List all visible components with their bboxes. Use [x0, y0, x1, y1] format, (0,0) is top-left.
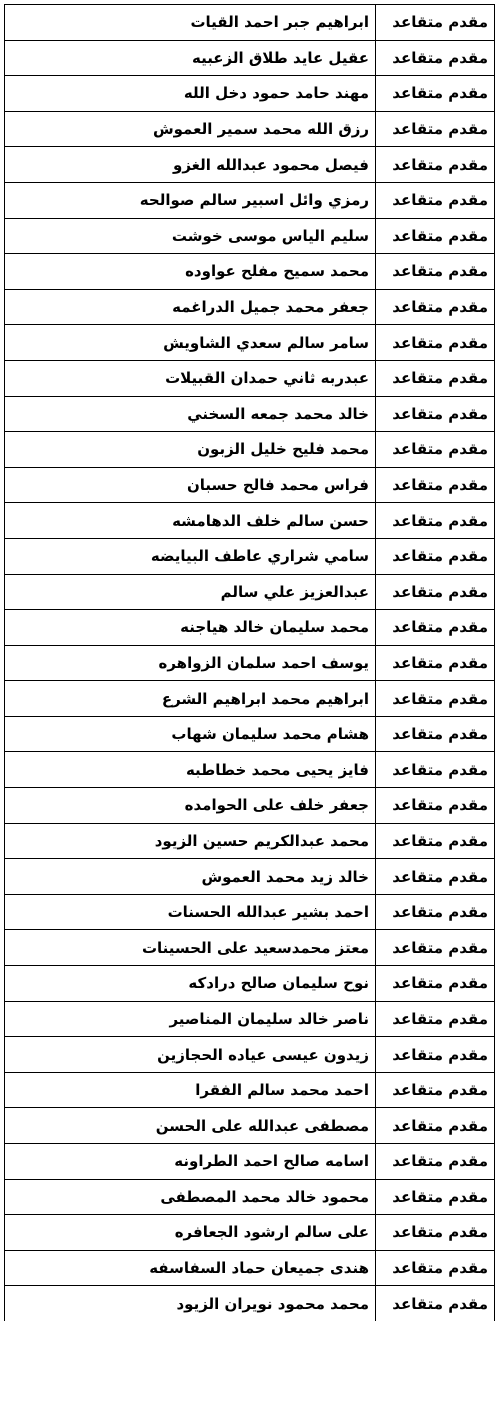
rank-cell: مقدم متقاعد: [376, 538, 495, 574]
name-cell: مصطفى عبدالله على الحسن: [5, 1108, 376, 1144]
name-cell: احمد محمد سالم الفقرا: [5, 1072, 376, 1108]
rank-cell: مقدم متقاعد: [376, 894, 495, 930]
rank-cell: مقدم متقاعد: [376, 254, 495, 290]
name-cell: على سالم ارشود الجعافره: [5, 1215, 376, 1251]
table-row: [5, 289, 495, 325]
rank-cell: مقدم متقاعد: [376, 1215, 495, 1251]
rank-cell: مقدم متقاعد: [376, 218, 495, 254]
name-cell: عقيل عايد طلاق الزعبيه: [5, 40, 376, 76]
name-cell: زيدون عيسى عياده الحجازين: [5, 1037, 376, 1073]
table-row: [5, 1179, 495, 1215]
table-row: [5, 1037, 495, 1073]
name-cell: سامي شراري عاطف البيايضه: [5, 538, 376, 574]
name-cell: خالد زيد محمد العموش: [5, 859, 376, 895]
rank-cell: مقدم متقاعد: [376, 930, 495, 966]
table-row: [5, 1072, 495, 1108]
name-cell: ابراهيم محمد ابراهيم الشرع: [5, 681, 376, 717]
name-cell: محمد فليح خليل الزبون: [5, 432, 376, 468]
table-row: [5, 182, 495, 218]
table-row: [5, 254, 495, 290]
rank-cell: مقدم متقاعد: [376, 681, 495, 717]
rank-cell: مقدم متقاعد: [376, 147, 495, 183]
name-cell: محمود خالد محمد المصطفى: [5, 1179, 376, 1215]
table-row: [5, 1215, 495, 1251]
rank-cell: مقدم متقاعد: [376, 289, 495, 325]
rank-cell: مقدم متقاعد: [376, 823, 495, 859]
table-row: [5, 467, 495, 503]
name-cell: احمد بشير عبدالله الحسنات: [5, 894, 376, 930]
name-cell: معتز محمدسعيد على الحسينات: [5, 930, 376, 966]
rank-cell: مقدم متقاعد: [376, 1179, 495, 1215]
rank-cell: مقدم متقاعد: [376, 40, 495, 76]
rank-cell: مقدم متقاعد: [376, 610, 495, 646]
rank-cell: مقدم متقاعد: [376, 1250, 495, 1286]
name-cell: فيصل محمود عبدالله الغزو: [5, 147, 376, 183]
name-cell: جعفر خلف على الحوامده: [5, 788, 376, 824]
name-cell: مهند حامد حمود دخل الله: [5, 76, 376, 112]
name-cell: نوح سليمان صالح درادكه: [5, 966, 376, 1002]
rank-cell: مقدم متقاعد: [376, 182, 495, 218]
name-cell: جعفر محمد جميل الدراغمه: [5, 289, 376, 325]
name-cell: هشام محمد سليمان شهاب: [5, 716, 376, 752]
rank-cell: مقدم متقاعد: [376, 76, 495, 112]
table-row: [5, 894, 495, 930]
rank-cell: مقدم متقاعد: [376, 432, 495, 468]
table-row: [5, 503, 495, 539]
rank-cell: مقدم متقاعد: [376, 574, 495, 610]
name-cell: ناصر خالد سليمان المناصير: [5, 1001, 376, 1037]
rank-cell: مقدم متقاعد: [376, 752, 495, 788]
rank-cell: مقدم متقاعد: [376, 1108, 495, 1144]
rank-cell: مقدم متقاعد: [376, 5, 495, 41]
table-row: [5, 859, 495, 895]
rank-cell: مقدم متقاعد: [376, 360, 495, 396]
table-row: [5, 645, 495, 681]
table-row: [5, 610, 495, 646]
rank-cell: مقدم متقاعد: [376, 1144, 495, 1180]
rank-cell: مقدم متقاعد: [376, 325, 495, 361]
table-body: [5, 5, 495, 1321]
name-cell: سامر سالم سعدي الشاويش: [5, 325, 376, 361]
table-row: [5, 752, 495, 788]
table-row: [5, 40, 495, 76]
rank-cell: مقدم متقاعد: [376, 467, 495, 503]
name-cell: هندى جميعان حماد السفاسفه: [5, 1250, 376, 1286]
table-row: [5, 788, 495, 824]
name-cell: ابراهيم جبر احمد القيات: [5, 5, 376, 41]
rank-cell: مقدم متقاعد: [376, 1072, 495, 1108]
name-cell: فايز يحيى محمد خطاطبه: [5, 752, 376, 788]
rank-cell: مقدم متقاعد: [376, 716, 495, 752]
name-cell: رمزي وائل اسبير سالم صوالحه: [5, 182, 376, 218]
table-row: [5, 823, 495, 859]
name-cell: سليم الياس موسى خوشت: [5, 218, 376, 254]
table-row: [5, 930, 495, 966]
name-cell: محمد سميح مفلح عواوده: [5, 254, 376, 290]
rank-cell: مقدم متقاعد: [376, 859, 495, 895]
table-row: [5, 432, 495, 468]
name-cell: محمد سليمان خالد هياجنه: [5, 610, 376, 646]
table-row: [5, 218, 495, 254]
table-row: [5, 538, 495, 574]
name-cell: اسامه صالح احمد الطراونه: [5, 1144, 376, 1180]
name-cell: عبدربه ثاني حمدان القبيلات: [5, 360, 376, 396]
rank-cell: مقدم متقاعد: [376, 503, 495, 539]
rank-cell: مقدم متقاعد: [376, 788, 495, 824]
table-row: [5, 1250, 495, 1286]
rank-cell: مقدم متقاعد: [376, 111, 495, 147]
rank-cell: مقدم متقاعد: [376, 396, 495, 432]
table-row: [5, 716, 495, 752]
rank-cell: مقدم متقاعد: [376, 1001, 495, 1037]
table-row: [5, 76, 495, 112]
table-row: [5, 681, 495, 717]
name-cell: محمد محمود نويران الزيود: [5, 1286, 376, 1321]
name-cell: خالد محمد جمعه السخني: [5, 396, 376, 432]
name-cell: فراس محمد فالح حسبان: [5, 467, 376, 503]
table-row: [5, 1108, 495, 1144]
table-row: [5, 574, 495, 610]
table-row: [5, 966, 495, 1002]
table-row: [5, 147, 495, 183]
name-cell: عبدالعزيز علي سالم: [5, 574, 376, 610]
rank-cell: مقدم متقاعد: [376, 1037, 495, 1073]
name-cell: محمد عبدالكريم حسين الزيود: [5, 823, 376, 859]
table-row: [5, 5, 495, 41]
name-cell: حسن سالم خلف الدهامشه: [5, 503, 376, 539]
retired-officers-table: [4, 4, 495, 1321]
rank-cell: مقدم متقاعد: [376, 645, 495, 681]
rank-cell: مقدم متقاعد: [376, 1286, 495, 1321]
table-row: [5, 360, 495, 396]
rank-cell: مقدم متقاعد: [376, 966, 495, 1002]
table-row: [5, 325, 495, 361]
table-row: [5, 111, 495, 147]
table-row: [5, 1286, 495, 1321]
table-row: [5, 1144, 495, 1180]
table-row: [5, 396, 495, 432]
table-row: [5, 1001, 495, 1037]
name-cell: رزق الله محمد سمير العموش: [5, 111, 376, 147]
name-cell: يوسف احمد سلمان الزواهره: [5, 645, 376, 681]
